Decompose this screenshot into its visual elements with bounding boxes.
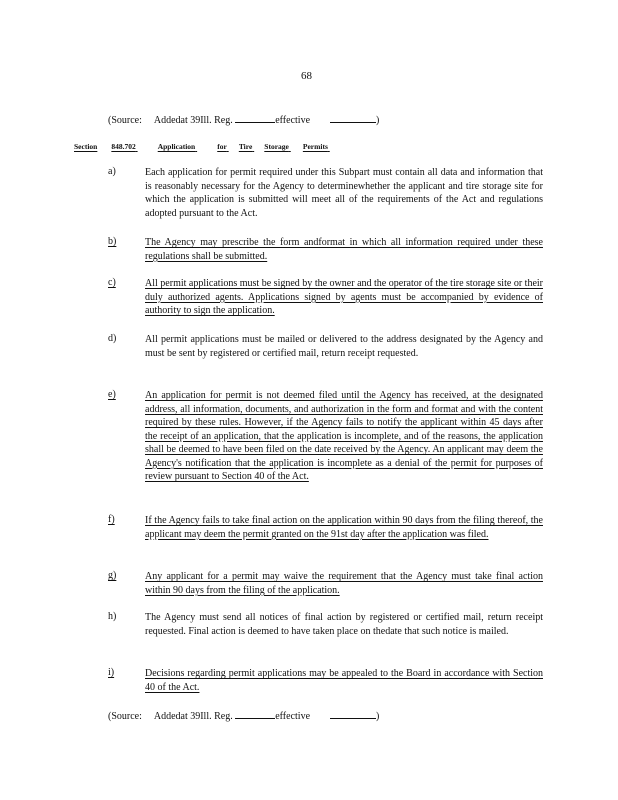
item-label: e) bbox=[108, 389, 116, 400]
heading-word-permits: Permits bbox=[302, 142, 328, 151]
source-effective: effective bbox=[275, 711, 311, 722]
item-i bbox=[108, 667, 548, 694]
source-note-bottom bbox=[108, 708, 379, 722]
item-label: h) bbox=[108, 611, 117, 622]
item-text: The Agency may prescribe the form andformat in which all information required under these regulations shall be submitted. bbox=[145, 237, 543, 262]
item-label: c) bbox=[108, 277, 116, 288]
item-d bbox=[108, 333, 548, 360]
source-close: ) bbox=[376, 115, 380, 126]
heading-word-application: Application bbox=[157, 142, 196, 151]
item-g bbox=[108, 570, 548, 597]
item-h bbox=[108, 611, 548, 638]
heading-word-storage: Storage bbox=[264, 142, 289, 151]
item-label: b) bbox=[108, 236, 117, 247]
source-text: Addedat 39Ill. Reg. bbox=[153, 711, 233, 722]
source-open: (Source: bbox=[108, 711, 142, 722]
blank-register bbox=[235, 708, 275, 719]
item-text: All permit applications must be signed by the owner and the operator of the tire storage site or their duly authorized agents. Applications signed by agents must be accompanied by evidence of authority to sign the application. bbox=[145, 278, 543, 316]
item-label: d) bbox=[108, 333, 117, 344]
item-label: i) bbox=[108, 667, 115, 678]
blank-effective bbox=[330, 708, 376, 719]
section-number: 848.702 bbox=[111, 142, 136, 151]
item-text: All permit applications must be mailed or delivered to the address designated by the Agency and must be sent by registered or certified mail, return receipt requested. bbox=[145, 334, 543, 359]
item-text: If the Agency fails to take final action on the application within 90 days from the filing thereof, the applicant may deem the permit granted on the 91st day after the application was filed. bbox=[145, 515, 543, 540]
heading-word-for: for bbox=[217, 142, 227, 151]
item-text: Decisions regarding permit applications may be appealed to the Board in accordance with Section 40 of the Act. bbox=[145, 668, 543, 693]
item-label: f) bbox=[108, 514, 115, 525]
item-e bbox=[108, 389, 548, 484]
source-open: (Source: bbox=[108, 115, 142, 126]
item-f bbox=[108, 514, 548, 541]
item-label: g) bbox=[108, 570, 117, 581]
blank-register bbox=[235, 112, 275, 123]
source-note-top bbox=[108, 112, 379, 126]
item-text: Each application for permit required under this Subpart must contain all data and information that is reasonably necessary for the Agency to determinewhether the applicant and tire storage site for which the application is submitted will meet all of the requirements of the Act and regulations adopted pursuant to the Act. bbox=[145, 167, 543, 219]
section-heading bbox=[74, 142, 338, 151]
page-number: 68 bbox=[301, 70, 312, 82]
item-a bbox=[108, 166, 548, 220]
item-text: An application for permit is not deemed filed until the Agency has received, at the designated address, all information, documents, and authorization in the form and format and with the content required by these rules. However, if the Agency fails to notify the applicant within 45 days after the receipt of an application, that the application is incomplete, and of the reasons, the application shall be deemed to have been filed on the date received by the Agency. An applicant may deem the Agency's notification that the application is incomplete as a denial of the permit for purposes of review pursuant to Section 40 of the Act. bbox=[145, 390, 543, 482]
blank-effective bbox=[330, 112, 376, 123]
item-text: Any applicant for a permit may waive the requirement that the Agency must take final action within 90 days from the filing of the application. bbox=[145, 571, 543, 596]
item-label: a) bbox=[108, 166, 116, 177]
source-close: ) bbox=[376, 711, 380, 722]
heading-word-tire: Tire bbox=[238, 142, 253, 151]
source-effective: effective bbox=[275, 115, 311, 126]
source-text: Addedat 39Ill. Reg. bbox=[153, 115, 233, 126]
item-c bbox=[108, 277, 548, 318]
item-text: The Agency must send all notices of final action by registered or certified mail, return receipt requested. Final action is deemed to have taken place on thedate that such notice is mailed. bbox=[145, 612, 543, 637]
section-word: Section bbox=[74, 142, 98, 151]
item-b bbox=[108, 236, 548, 263]
